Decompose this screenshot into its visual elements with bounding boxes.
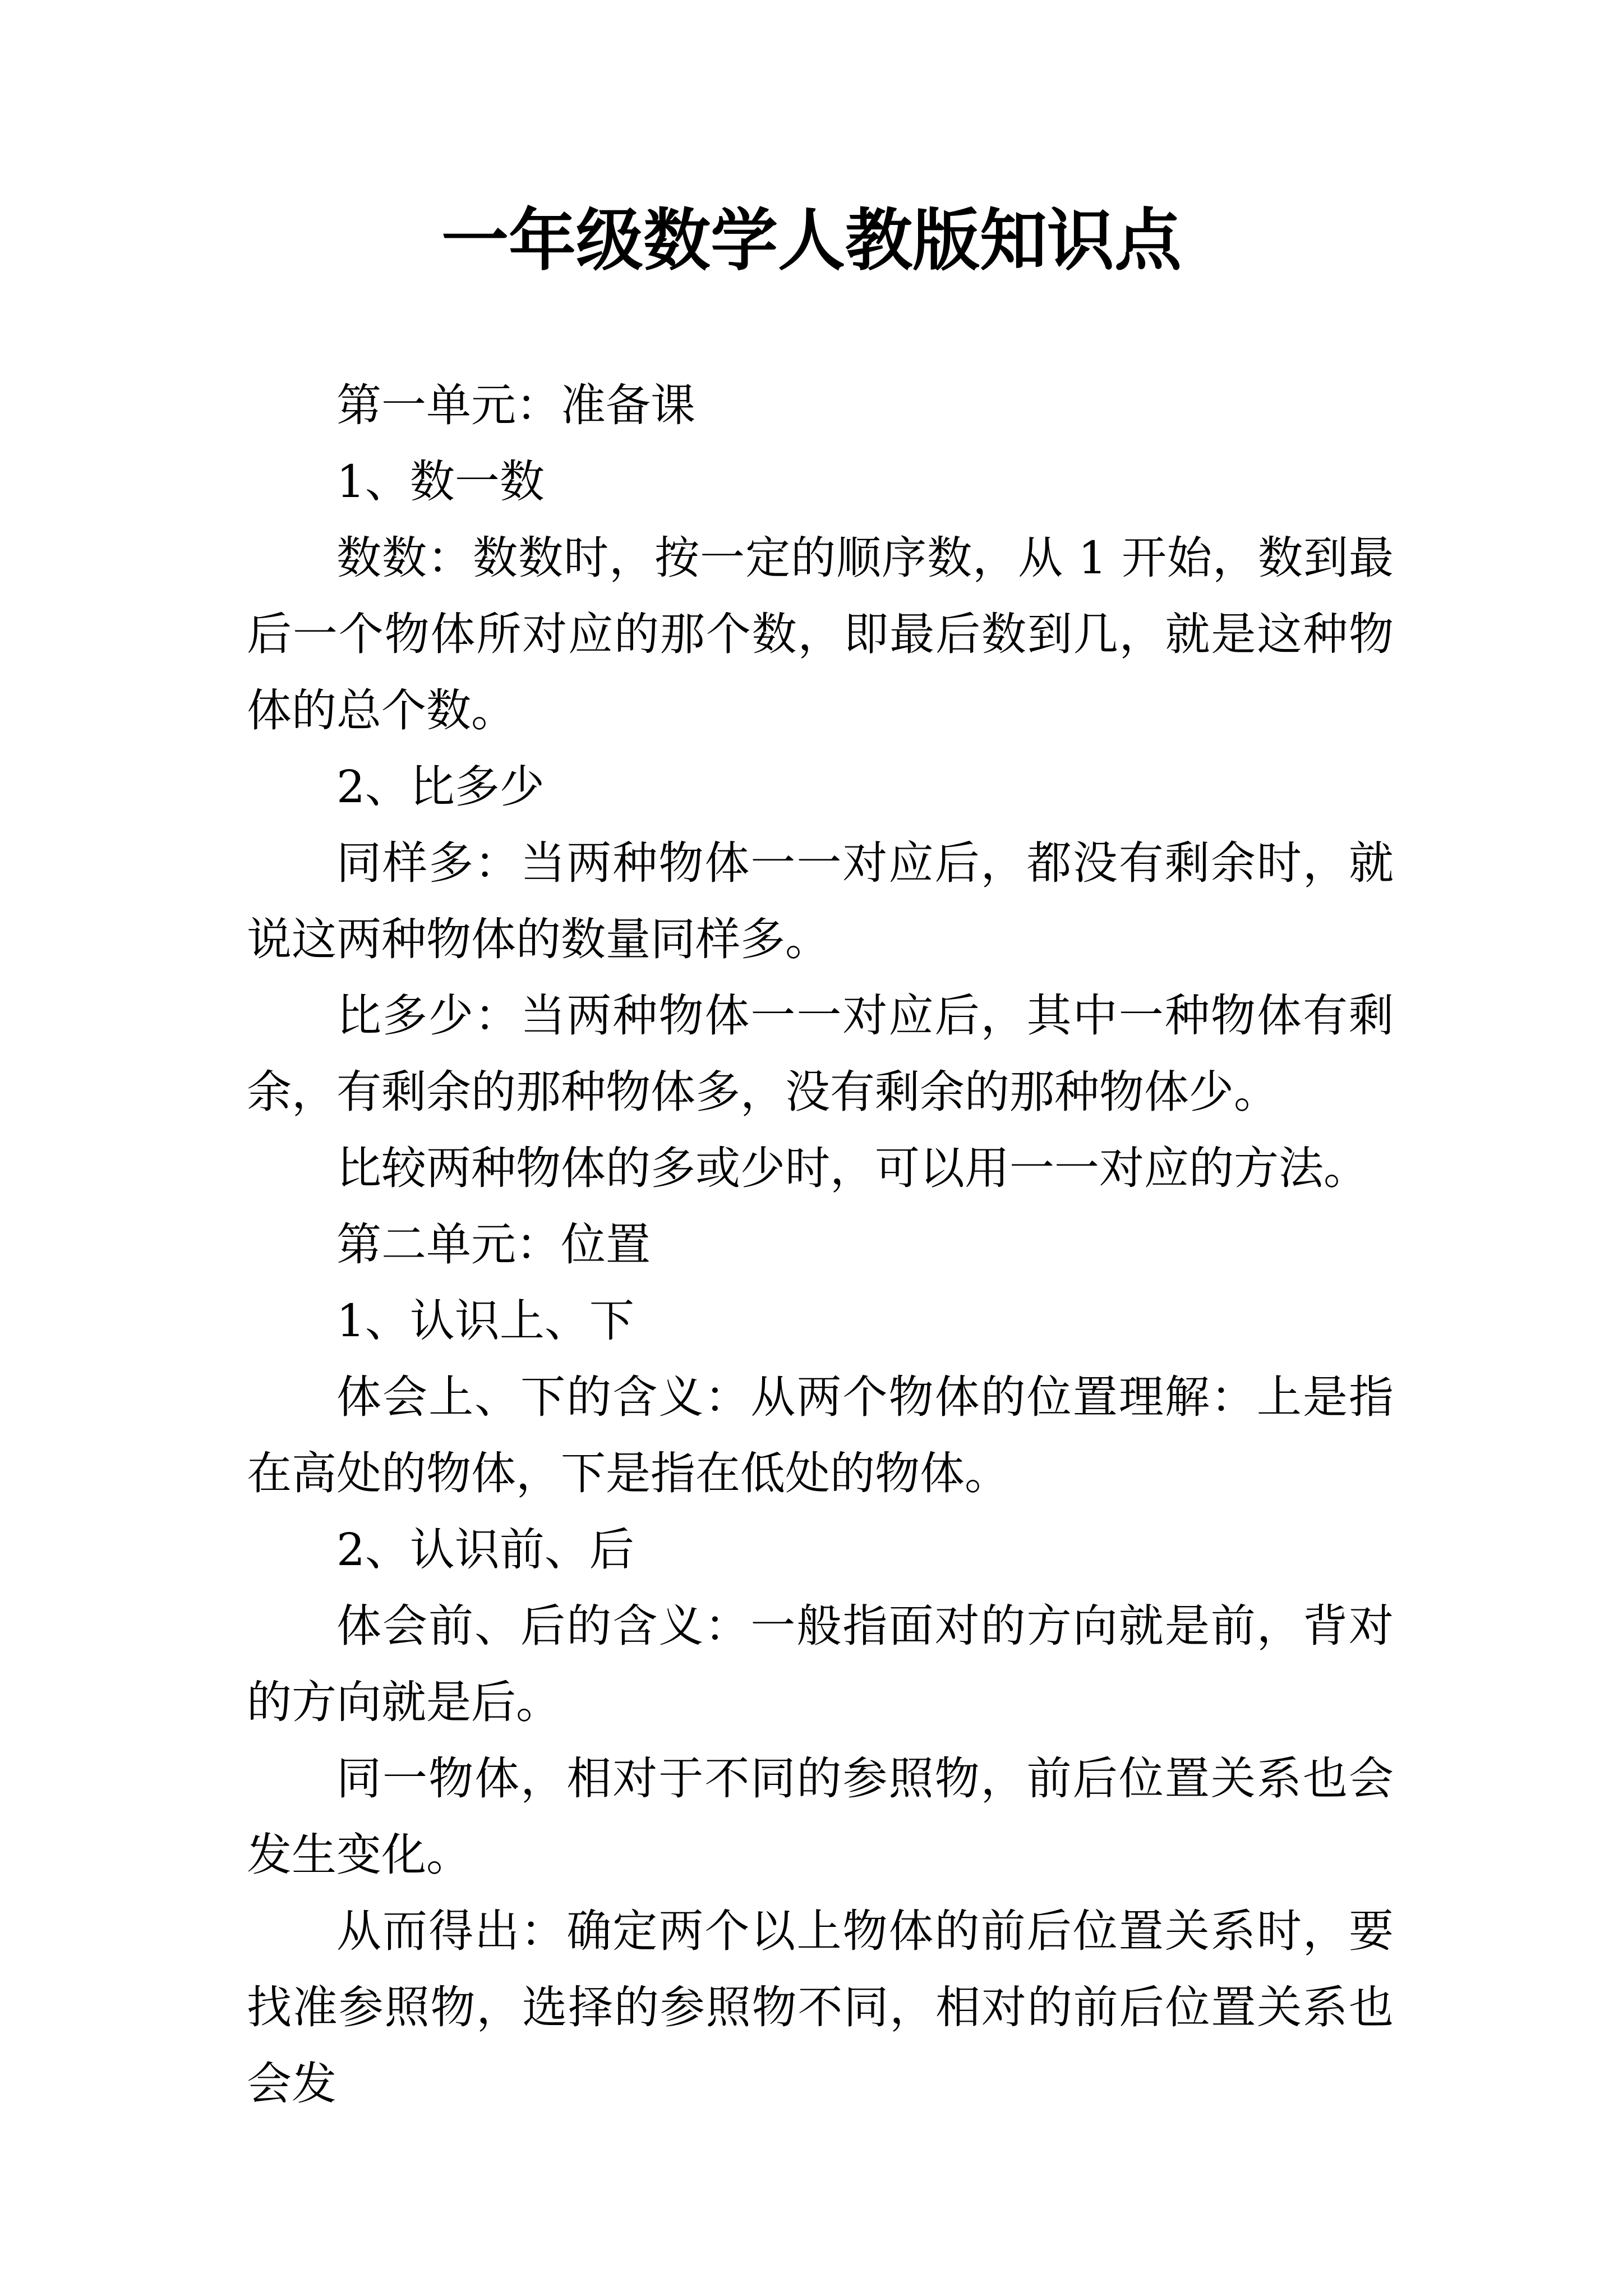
paragraph-reference-change: 同一物体，相对于不同的参照物，前后位置关系也会发生变化。 [247,1752,1394,1881]
paragraph-same-amount: 同样多：当两种物体一一对应后，都没有剩余时，就说这两种物体的数量同样多。 [247,837,1394,965]
document-title: 一年级数学人教版知识点 [441,202,1182,280]
paragraph-counting: 数数：数数时，按一定的顺序数，从 1 开始，数到最后一个物体所对应的那个数，即最后数到几，就是这种物体的总个数。 [247,532,1394,737]
paragraph-compare-method: 比较两种物体的多或少时，可以用一一对应的方法。 [336,1142,1368,1194]
section-heading-unit-2: 第二单元：位置 [336,1218,651,1271]
paragraph-front-back: 体会前、后的含义：一般指面对的方向就是前，背对的方向就是后。 [247,1600,1394,1728]
subheading-compare: 2、比多少 [336,761,545,813]
subheading-count: 1、数一数 [336,455,545,508]
paragraph-conclusion: 从而得出：确定两个以上物体的前后位置关系时，要找准参照物，选择的参照物不同，相对的前后位置关系也会发 [247,1905,1394,2110]
section-heading-unit-1: 第一单元：准备课 [336,379,695,431]
paragraph-up-down: 体会上、下的含义：从两个物体的位置理解：上是指在高处的物体，下是指在低处的物体。 [247,1371,1394,1499]
document-body [247,367,1394,2122]
subheading-front-back: 2、认识前、后 [336,1524,634,1576]
paragraph-more-less: 比多少：当两种物体一一对应后，其中一种物体有剩余，有剩余的那种物体多，没有剩余的那种物体少。 [247,990,1394,1118]
subheading-up-down: 1、认识上、下 [336,1295,634,1347]
